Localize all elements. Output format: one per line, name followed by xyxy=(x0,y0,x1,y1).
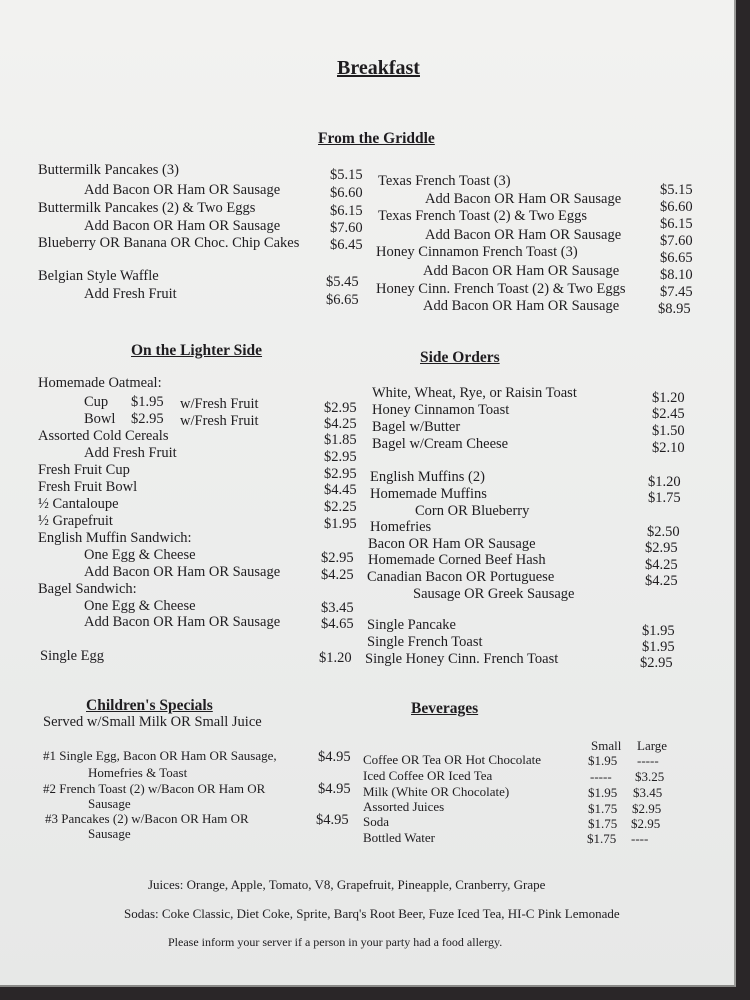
lighter-price: $4.45 xyxy=(324,482,357,498)
childrens-subtitle: Served w/Small Milk OR Small Juice xyxy=(43,714,262,730)
beverage-large: $2.95 xyxy=(631,816,661,831)
side-item: English Muffins (2) xyxy=(370,469,485,485)
side-item: Single Pancake xyxy=(367,617,456,633)
lighter-item: Add Bacon OR Ham OR Sausage xyxy=(84,614,281,630)
griddle-left-price: $6.15 xyxy=(330,203,363,219)
beverage-small: $1.75 xyxy=(588,816,618,831)
childrens-heading: Children's Specials xyxy=(86,697,213,714)
griddle-left-item: Add Fresh Fruit xyxy=(84,286,177,302)
lighter-heading: On the Lighter Side xyxy=(131,342,263,359)
beverages-col-small: Small xyxy=(591,738,622,753)
beverage-small: ----- xyxy=(590,769,612,784)
beverage-small: $1.75 xyxy=(587,831,617,846)
beverage-large: $3.45 xyxy=(633,785,663,800)
griddle-right-item: Add Bacon OR Ham OR Sausage xyxy=(425,191,622,207)
griddle-right-price: $7.45 xyxy=(660,284,693,300)
side-item: Canadian Bacon OR Portuguese xyxy=(367,569,555,585)
side-orders-heading: Side Orders xyxy=(420,349,500,366)
side-item: Homefries xyxy=(370,519,432,535)
griddle-right-price: $8.95 xyxy=(658,301,691,317)
oatmeal-bowl-fruit-price: $4.25 xyxy=(324,416,357,432)
griddle-right-item: Texas French Toast (2) & Two Eggs xyxy=(378,208,588,224)
beverage-small: $1.95 xyxy=(588,785,618,800)
side-price: $2.95 xyxy=(640,655,673,671)
griddle-left-item: Add Bacon OR Ham OR Sausage xyxy=(84,182,281,198)
childrens-item-cont: Sausage xyxy=(88,826,131,841)
beverage-item: Assorted Juices xyxy=(363,799,445,814)
allergy-note: Please inform your server if a person in your party had a food allergy. xyxy=(168,935,503,949)
side-price: $2.10 xyxy=(652,440,685,456)
beverage-large: ----- xyxy=(637,753,659,768)
oatmeal-cup-label: Cup xyxy=(84,394,109,410)
beverages-col-large: Large xyxy=(637,738,668,753)
lighter-item: One Egg & Cheese xyxy=(84,547,196,563)
juices-note: Juices: Orange, Apple, Tomato, V8, Grapefruit, Pineapple, Cranberry, Grape xyxy=(148,877,546,892)
side-price: $4.25 xyxy=(645,557,678,573)
beverage-large: $2.95 xyxy=(632,801,662,816)
lighter-price: $2.95 xyxy=(324,449,357,465)
griddle-left-item: Buttermilk Pancakes (2) & Two Eggs xyxy=(38,200,256,216)
beverage-large: ---- xyxy=(631,831,649,846)
oatmeal-bowl-label: Bowl xyxy=(84,411,116,427)
childrens-item: #3 Pancakes (2) w/Bacon OR Ham OR xyxy=(45,811,249,826)
lighter-item: ½ Cantaloupe xyxy=(38,496,119,512)
lighter-item: Assorted Cold Cereals xyxy=(38,428,169,444)
lighter-item: English Muffin Sandwich: xyxy=(38,530,192,546)
lighter-price: $1.85 xyxy=(324,432,357,448)
childrens-item-cont: Sausage xyxy=(88,796,131,811)
oatmeal-cup-fruit-price: $2.95 xyxy=(324,400,357,416)
griddle-right-price: $6.65 xyxy=(660,250,693,266)
lighter-price: $1.20 xyxy=(319,650,352,666)
side-price: $1.95 xyxy=(642,623,675,639)
griddle-right-price: $7.60 xyxy=(660,233,693,249)
griddle-left-price: $6.45 xyxy=(330,237,363,253)
griddle-right-item: Add Bacon OR Ham OR Sausage xyxy=(423,263,620,279)
lighter-price: $2.95 xyxy=(324,466,357,482)
griddle-right-item: Honey Cinnamon French Toast (3) xyxy=(376,244,578,260)
sodas-note: Sodas: Coke Classic, Diet Coke, Sprite, Barq's Root Beer, Fuze Iced Tea, HI-C Pink Lemonade xyxy=(124,906,620,921)
griddle-right-item: Texas French Toast (3) xyxy=(378,173,511,189)
lighter-price: $2.95 xyxy=(321,550,354,566)
side-price: $1.75 xyxy=(648,490,681,506)
side-item: Homemade Corned Beef Hash xyxy=(368,552,546,568)
lighter-item: One Egg & Cheese xyxy=(84,598,196,614)
lighter-price: $1.95 xyxy=(324,516,357,532)
griddle-right-item: Add Bacon OR Ham OR Sausage xyxy=(423,298,620,314)
beverage-item: Bottled Water xyxy=(363,830,436,845)
side-price: $1.50 xyxy=(652,423,685,439)
oatmeal-cup-fruit: w/Fresh Fruit xyxy=(180,396,259,412)
side-item: Corn OR Blueberry xyxy=(415,503,530,519)
griddle-right-price: $6.60 xyxy=(660,199,693,215)
side-item: Single Honey Cinn. French Toast xyxy=(365,651,559,667)
griddle-left-item: Add Bacon OR Ham OR Sausage xyxy=(84,218,281,234)
childrens-item-cont: Homefries & Toast xyxy=(88,765,188,780)
beverage-item: Iced Coffee OR Iced Tea xyxy=(363,768,493,783)
childrens-price: $4.95 xyxy=(318,781,351,797)
side-item: Bagel w/Butter xyxy=(372,419,461,435)
childrens-price: $4.95 xyxy=(318,749,351,765)
griddle-right-price: $5.15 xyxy=(660,182,693,198)
lighter-price: $4.65 xyxy=(321,616,354,632)
beverage-item: Soda xyxy=(363,814,389,829)
side-price: $2.45 xyxy=(652,406,685,422)
griddle-left-price: $5.45 xyxy=(326,274,359,290)
beverage-small: $1.75 xyxy=(588,801,618,816)
side-item: Homemade Muffins xyxy=(370,486,487,502)
beverage-small: $1.95 xyxy=(588,753,618,768)
lighter-price: $2.25 xyxy=(324,499,357,515)
griddle-left-item: Belgian Style Waffle xyxy=(38,268,159,284)
beverage-item: Milk (White OR Chocolate) xyxy=(363,784,510,799)
griddle-right-price: $6.15 xyxy=(660,216,693,232)
lighter-item: Fresh Fruit Cup xyxy=(38,462,130,478)
griddle-right-price: $8.10 xyxy=(660,267,693,283)
lighter-item: Homemade Oatmeal: xyxy=(38,375,162,391)
childrens-item: #1 Single Egg, Bacon OR Ham OR Sausage, xyxy=(43,748,277,763)
griddle-left-price: $7.60 xyxy=(330,220,363,236)
lighter-item: Add Fresh Fruit xyxy=(84,445,177,461)
griddle-left-price: $6.65 xyxy=(326,292,359,308)
side-item: Sausage OR Greek Sausage xyxy=(413,586,575,602)
oatmeal-cup-price: $1.95 xyxy=(131,394,164,410)
beverage-large: $3.25 xyxy=(635,769,665,784)
childrens-item: #2 French Toast (2) w/Bacon OR Ham OR xyxy=(43,781,266,796)
lighter-item: Bagel Sandwich: xyxy=(38,581,137,597)
lighter-price: $3.45 xyxy=(321,600,354,616)
griddle-heading: From the Griddle xyxy=(318,130,435,147)
griddle-right-item: Honey Cinn. French Toast (2) & Two Eggs xyxy=(376,281,626,297)
side-price: $1.95 xyxy=(642,639,675,655)
griddle-right-item: Add Bacon OR Ham OR Sausage xyxy=(425,227,622,243)
beverage-item: Coffee OR Tea OR Hot Chocolate xyxy=(363,752,542,767)
side-item: Honey Cinnamon Toast xyxy=(372,402,510,418)
side-item: White, Wheat, Rye, or Raisin Toast xyxy=(372,385,577,401)
lighter-price: $4.25 xyxy=(321,567,354,583)
oatmeal-bowl-fruit: w/Fresh Fruit xyxy=(180,413,259,429)
lighter-item: Single Egg xyxy=(40,648,105,664)
beverages-heading: Beverages xyxy=(411,700,479,717)
side-item: Bagel w/Cream Cheese xyxy=(372,436,509,452)
lighter-item: ½ Grapefruit xyxy=(38,513,113,529)
side-item: Single French Toast xyxy=(367,634,483,650)
side-item: Bacon OR Ham OR Sausage xyxy=(368,536,536,552)
childrens-price: $4.95 xyxy=(316,812,349,828)
page-title: Breakfast xyxy=(337,57,420,79)
griddle-left-price: $5.15 xyxy=(330,167,363,183)
side-price: $2.95 xyxy=(645,540,678,556)
side-price: $1.20 xyxy=(652,390,685,406)
lighter-item: Add Bacon OR Ham OR Sausage xyxy=(84,564,281,580)
griddle-left-item: Buttermilk Pancakes (3) xyxy=(38,162,179,178)
griddle-left-item: Blueberry OR Banana OR Choc. Chip Cakes xyxy=(38,235,300,251)
oatmeal-bowl-price: $2.95 xyxy=(131,411,164,427)
lighter-item: Fresh Fruit Bowl xyxy=(38,479,138,495)
side-price: $1.20 xyxy=(648,474,681,490)
side-price: $2.50 xyxy=(647,524,680,540)
side-price: $4.25 xyxy=(645,573,678,589)
griddle-left-price: $6.60 xyxy=(330,185,363,201)
